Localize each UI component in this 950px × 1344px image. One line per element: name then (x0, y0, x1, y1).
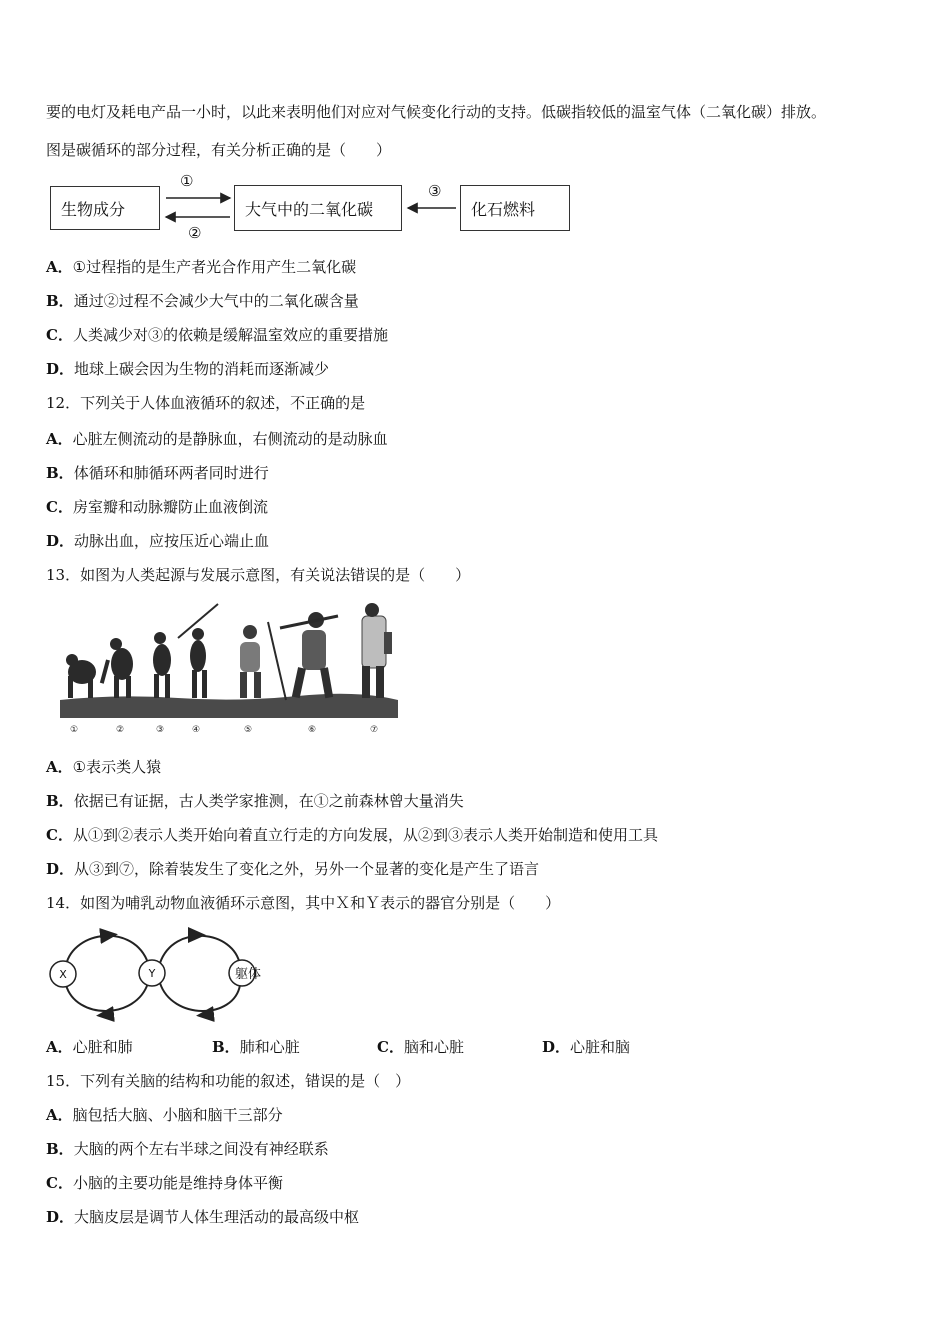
q11-intro-line2: 图是碳循环的部分过程，有关分析正确的是（ ） (46, 141, 392, 159)
node-body-label: 躯体 (234, 967, 262, 982)
figure-label-5: ⑤ (243, 725, 253, 735)
blood-circulation-figure (44, 925, 284, 1025)
node-y-label: Y (148, 967, 156, 980)
carbon-cycle-arrows (0, 0, 950, 260)
figure-label-6: ⑥ (307, 725, 317, 735)
box-biological-components: 生物成分 (50, 186, 160, 230)
q13-option-d: D．从③到⑦，除着装发生了变化之外，另外一个显著的变化是产生了语言 (46, 860, 540, 878)
q13-option-a: A．①表示类人猿 (46, 758, 162, 776)
figure-label-1: ① (69, 725, 79, 735)
process-label-1: ① (180, 172, 194, 190)
q11-option-a: A．①过程指的是生产者光合作用产生二氧化碳 (46, 258, 357, 276)
q12-option-d: D．动脉出血，应按压近心端止血 (46, 532, 270, 550)
left-loop-bottom (66, 983, 148, 1011)
q12-option-a: A．心脏左侧流动的是静脉血，右侧流动的是动脉血 (46, 430, 388, 448)
q11-intro-line1: 要的电灯及耗电产品一小时，以此来表明他们对应对气候变化行动的支持。低碳指较低的温室气体（二氧化碳）排放。 (46, 103, 827, 121)
node-x-label: X (59, 968, 67, 981)
box-fossil-fuels: 化石燃料 (460, 185, 570, 231)
q15-option-a: A．脑包括大脑、小脑和脑干三部分 (46, 1106, 283, 1124)
q14-option-c: C．脑和心脏 (377, 1038, 464, 1056)
q15-stem: 15．下列有关脑的结构和功能的叙述，错误的是（ ） (46, 1072, 411, 1090)
q14-option-b: B．肺和心脏 (212, 1038, 300, 1056)
q13-stem: 13．如图为人类起源与发展示意图，有关说法错误的是（ ） (46, 566, 471, 584)
q14-option-a: A．心脏和肺 (46, 1038, 133, 1056)
box-atmospheric-co2: 大气中的二氧化碳 (234, 185, 402, 231)
q11-option-b: B．通过②过程不会减少大气中的二氧化碳含量 (46, 292, 359, 310)
q12-option-c: C．房室瓣和动脉瓣防止血液倒流 (46, 498, 268, 516)
figure-label-7: ⑦ (369, 725, 379, 735)
q14-stem: 14．如图为哺乳动物血液循环示意图，其中Ｘ和Ｙ表示的器官分别是（ ） (46, 894, 561, 912)
q11-option-d: D．地球上碳会因为生物的消耗而逐渐减少 (46, 360, 330, 378)
q14-option-d: D．心脏和脑 (542, 1038, 631, 1056)
right-loop-bottom (160, 983, 240, 1011)
figure-label-3: ③ (155, 725, 165, 735)
q15-option-d: D．大脑皮层是调节人体生理活动的最高级中枢 (46, 1208, 360, 1226)
q13-option-b: B．依据已有证据，古人类学家推测，在①之前森林曾大量消失 (46, 792, 464, 810)
figure-label-4: ④ (191, 725, 201, 735)
figure-label-2: ② (115, 725, 125, 735)
process-label-2: ② (188, 224, 202, 242)
q12-option-b: B．体循环和肺循环两者同时进行 (46, 464, 269, 482)
q15-option-b: B．大脑的两个左右半球之间没有神经联系 (46, 1140, 329, 1158)
right-loop-top (160, 936, 240, 965)
q11-option-c: C．人类减少对③的依赖是缓解温室效应的重要措施 (46, 326, 388, 344)
left-loop-top (66, 936, 148, 965)
q13-option-c: C．从①到②表示人类开始向着直立行走的方向发展，从②到③表示人类开始制造和使用工具 (46, 826, 658, 844)
human-evolution-figure (58, 602, 400, 742)
q12-stem: 12．下列关于人体血液循环的叙述，不正确的是 (46, 394, 366, 412)
process-label-3: ③ (428, 182, 442, 200)
q15-option-c: C．小脑的主要功能是维持身体平衡 (46, 1174, 283, 1192)
